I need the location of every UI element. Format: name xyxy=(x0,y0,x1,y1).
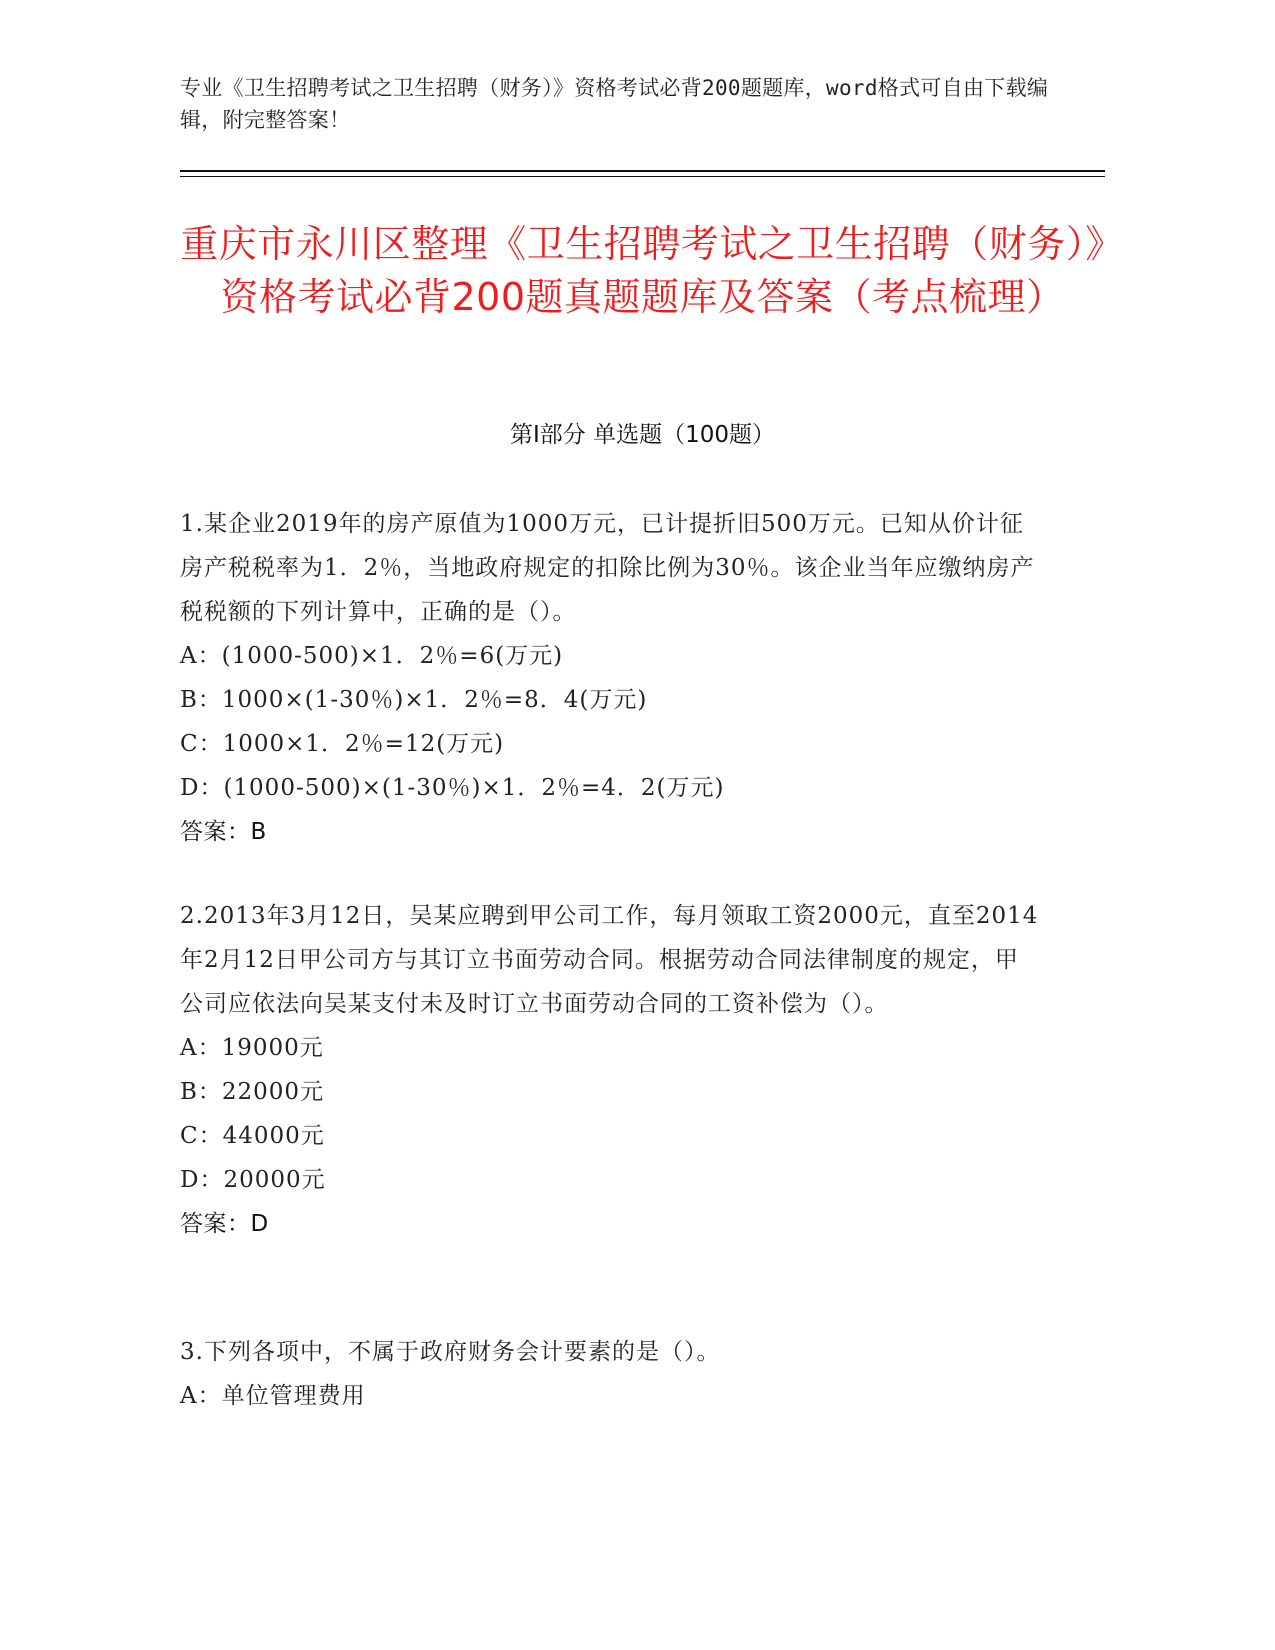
section-title: 第Ⅰ部分 单选题（100题） xyxy=(510,422,775,448)
question-stem: 3.下列各项中，不属于政府财务会计要素的是（）。 xyxy=(180,1339,721,1365)
question-stem: 1.某企业2019年的房产原值为1000万元，已计提折旧500万元。已知从价计征房产税税率为1．2％，当地政府规定的扣除比例为30％。该企业当年应缴纳房产税税额的下列计算中，正确的是（）。 xyxy=(180,511,1035,625)
answer: 答案：D xyxy=(180,1211,269,1237)
answer: 答案：B xyxy=(180,819,267,845)
option-b: B：1000×(1-30％)×1．2％=8．4(万元) xyxy=(180,687,648,713)
option-c: C：44000元 xyxy=(180,1123,325,1149)
option-a: A：19000元 xyxy=(180,1035,324,1061)
question-stem: 2.2013年3月12日，吴某应聘到甲公司工作，每月领取工资2000元，直至2014年2月12日甲公司方与其订立书面劳动合同。根据劳动合同法律制度的规定，甲公司应依法向吴某支付未及时订立书面劳动合同的工资补偿为（）。 xyxy=(180,903,1039,1017)
question-3 xyxy=(180,1330,1040,1418)
question-2 xyxy=(180,894,1040,1246)
header-divider-thick xyxy=(180,170,1105,172)
header-divider-thin xyxy=(180,176,1105,177)
option-d: D：20000元 xyxy=(180,1167,326,1193)
question-1 xyxy=(180,502,1040,854)
option-c: C：1000×1．2％=12(万元) xyxy=(180,731,505,757)
option-a: A：单位管理费用 xyxy=(180,1383,366,1409)
header-note: 专业《卫生招聘考试之卫生招聘（财务）》资格考试必背200题题库，word格式可自由下载编辑，附完整答案！ xyxy=(180,76,1049,132)
document-title: 重庆市永川区整理《卫生招聘考试之卫生招聘（财务）》资格考试必背200题真题题库及答案（考点梳理） xyxy=(180,222,1105,319)
option-b: B：22000元 xyxy=(180,1079,325,1105)
option-d: D：(1000-500)×(1-30％)×1．2％=4．2(万元) xyxy=(180,775,725,801)
option-a: A：(1000-500)×1．2％=6(万元) xyxy=(180,643,564,669)
